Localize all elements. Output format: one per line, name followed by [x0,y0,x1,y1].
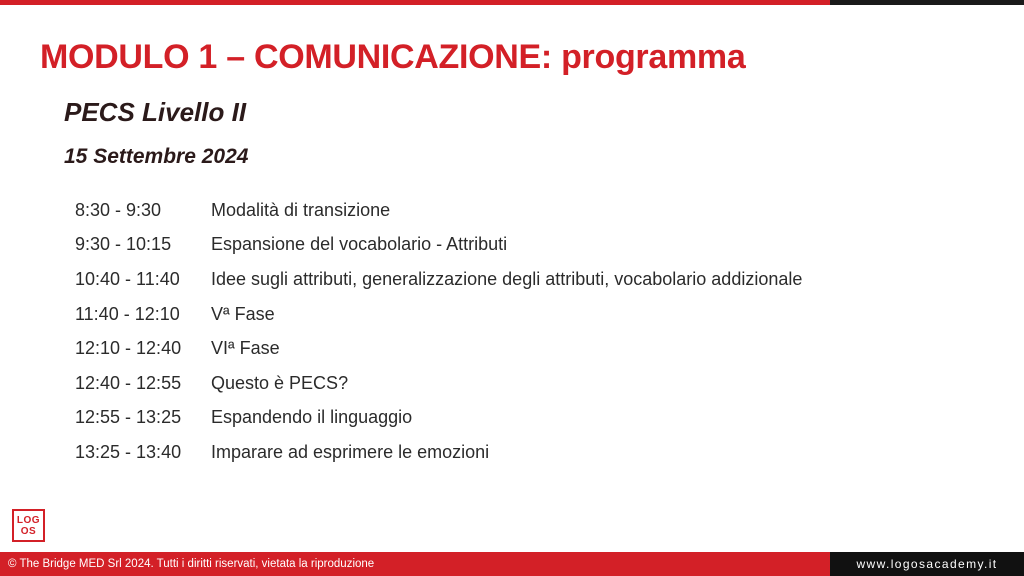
schedule-activity: Idee sugli attributi, generalizzazione degli attributi, vocabolario addizionale [211,268,803,289]
schedule-time: 12:10 - 12:40 [75,338,182,359]
schedule-time: 13:25 - 13:40 [75,441,182,462]
schedule-activity: Espansione del vocabolario - Attributi [211,234,508,255]
logos-logo [12,509,45,542]
logo-text-line1: LOG [16,514,41,526]
footer-copyright-bar [0,552,830,576]
schedule-row [75,262,975,297]
top-accent-bar [0,0,830,5]
schedule-time: 11:40 - 12:10 [75,303,180,324]
schedule-row [75,435,975,470]
logo-text-line2: OS [20,525,37,537]
schedule-time: 12:55 - 13:25 [75,407,182,428]
schedule-activity: Modalità di transizione [211,199,391,220]
schedule-time: 12:40 - 12:55 [75,372,182,393]
footer-website-bar [830,552,1024,576]
schedule-time: 10:40 - 11:40 [75,268,180,289]
schedule-row [75,401,975,436]
schedule-activity: VIª Fase [211,338,280,359]
slide-title: MODULO 1 – COMUNICAZIONE: programma [40,38,746,76]
schedule-activity: Vª Fase [211,303,275,324]
schedule-row [75,228,975,263]
schedule-list [75,193,975,470]
course-subtitle: PECS Livello II [64,97,247,127]
schedule-row [75,331,975,366]
copyright-text: © The Bridge MED Srl 2024. Tutti i diritti riservati, vietata la riproduzione [8,558,375,570]
website-link[interactable]: www.logosacademy.it [856,557,998,571]
schedule-time: 9:30 - 10:15 [75,234,172,255]
schedule-activity: Imparare ad esprimere le emozioni [211,441,490,462]
top-dark-bar [830,0,1024,5]
course-date: 15 Settembre 2024 [64,145,249,168]
schedule-activity: Questo è PECS? [211,372,349,393]
schedule-time: 8:30 - 9:30 [75,199,162,220]
schedule-row [75,297,975,332]
schedule-activity: Espandendo il linguaggio [211,407,413,428]
schedule-row [75,193,975,228]
schedule-row [75,366,975,401]
